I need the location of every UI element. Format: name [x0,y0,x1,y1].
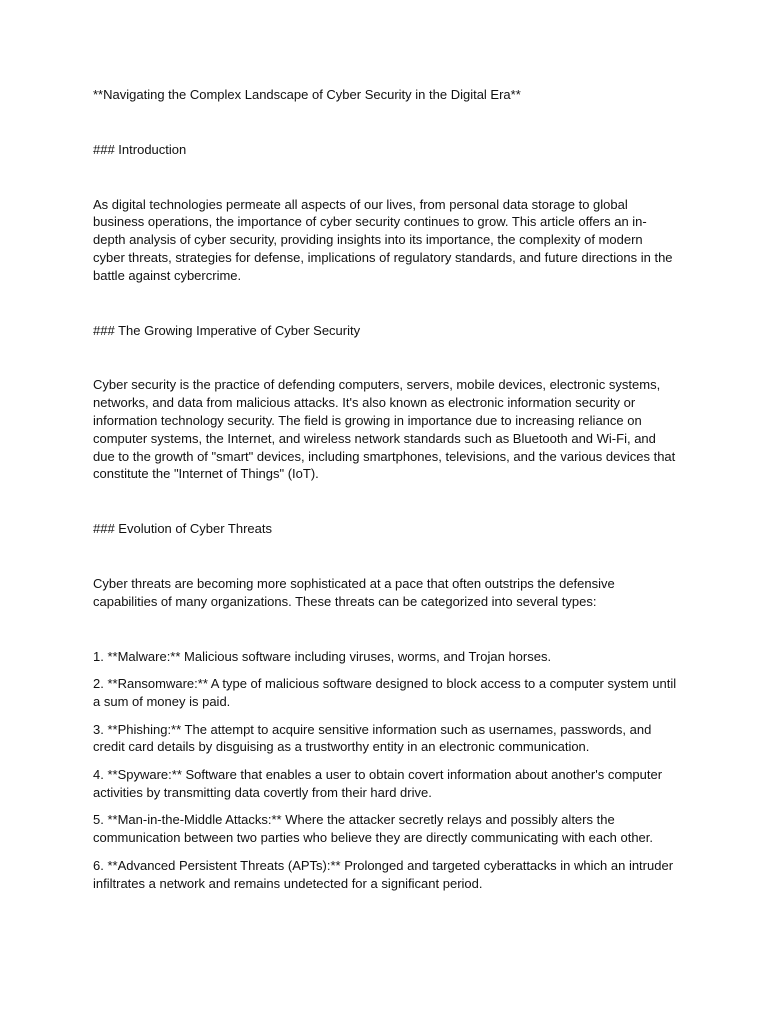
list-item: 1. **Malware:** Malicious software including viruses, worms, and Trojan horses. [93,648,552,664]
section-paragraph: Cyber security is the practice of defending computers, servers, mobile devices, electronic systems, networks, and data from malicious attacks. It's also known as electronic information security or information technology security. The field is growing in importance due to increasing reliance on computer systems, the Internet, and wireless network standards such as Bluetooth and Wi-Fi, and due to the growth of "smart" devices, including smartphones, televisions, and the various devices that constitute the "Internet of Things" (IoT). [93,377,676,482]
section-growing-imperative [93,322,678,484]
section-evolution-of-threats [93,520,678,610]
section-introduction [93,141,678,285]
list-item: 2. **Ransomware:** A type of malicious software designed to block access to a computer system until a sum of money is paid. [93,676,677,709]
list-item: 4. **Spyware:** Software that enables a user to obtain covert information about another's computer activities by transmitting data covertly from their hard drive. [93,766,663,800]
list-item: 6. **Advanced Persistent Threats (APTs):** Prolonged and targeted cyberattacks in which an intruder infiltrates a network and remains undetected for a significant period. [93,857,674,891]
threat-list [93,648,678,893]
section-heading: ### The Growing Imperative of Cyber Security [93,322,361,338]
list-item: 3. **Phishing:** The attempt to acquire sensitive information such as usernames, passwords, and credit card details by disguising as a trustworthy entity in an electronic communication. [93,721,652,755]
section-paragraph: Cyber threats are becoming more sophisticated at a pace that often outstrips the defensive capabilities of many organizations. These threats can be categorized into several types: [93,575,615,609]
document-title: **Navigating the Complex Landscape of Cyber Security in the Digital Era** [93,87,521,102]
section-heading: ### Introduction [93,141,187,157]
section-paragraph: As digital technologies permeate all aspects of our lives, from personal data storage to global business operations, the importance of cyber security continues to grow. This article offers an in-depth analysis of cyber security, providing insights into its importance, the complexity of modern cyber threats, strategies for defense, implications of regulatory standards, and future directions in the battle against cybercrime. [93,196,673,283]
section-heading: ### Evolution of Cyber Threats [93,521,272,537]
document-body [93,86,678,902]
list-item: 5. **Man-in-the-Middle Attacks:** Where the attacker secretly relays and possibly alters the communication between two parties who believe they are directly communicating with each other. [93,812,654,846]
